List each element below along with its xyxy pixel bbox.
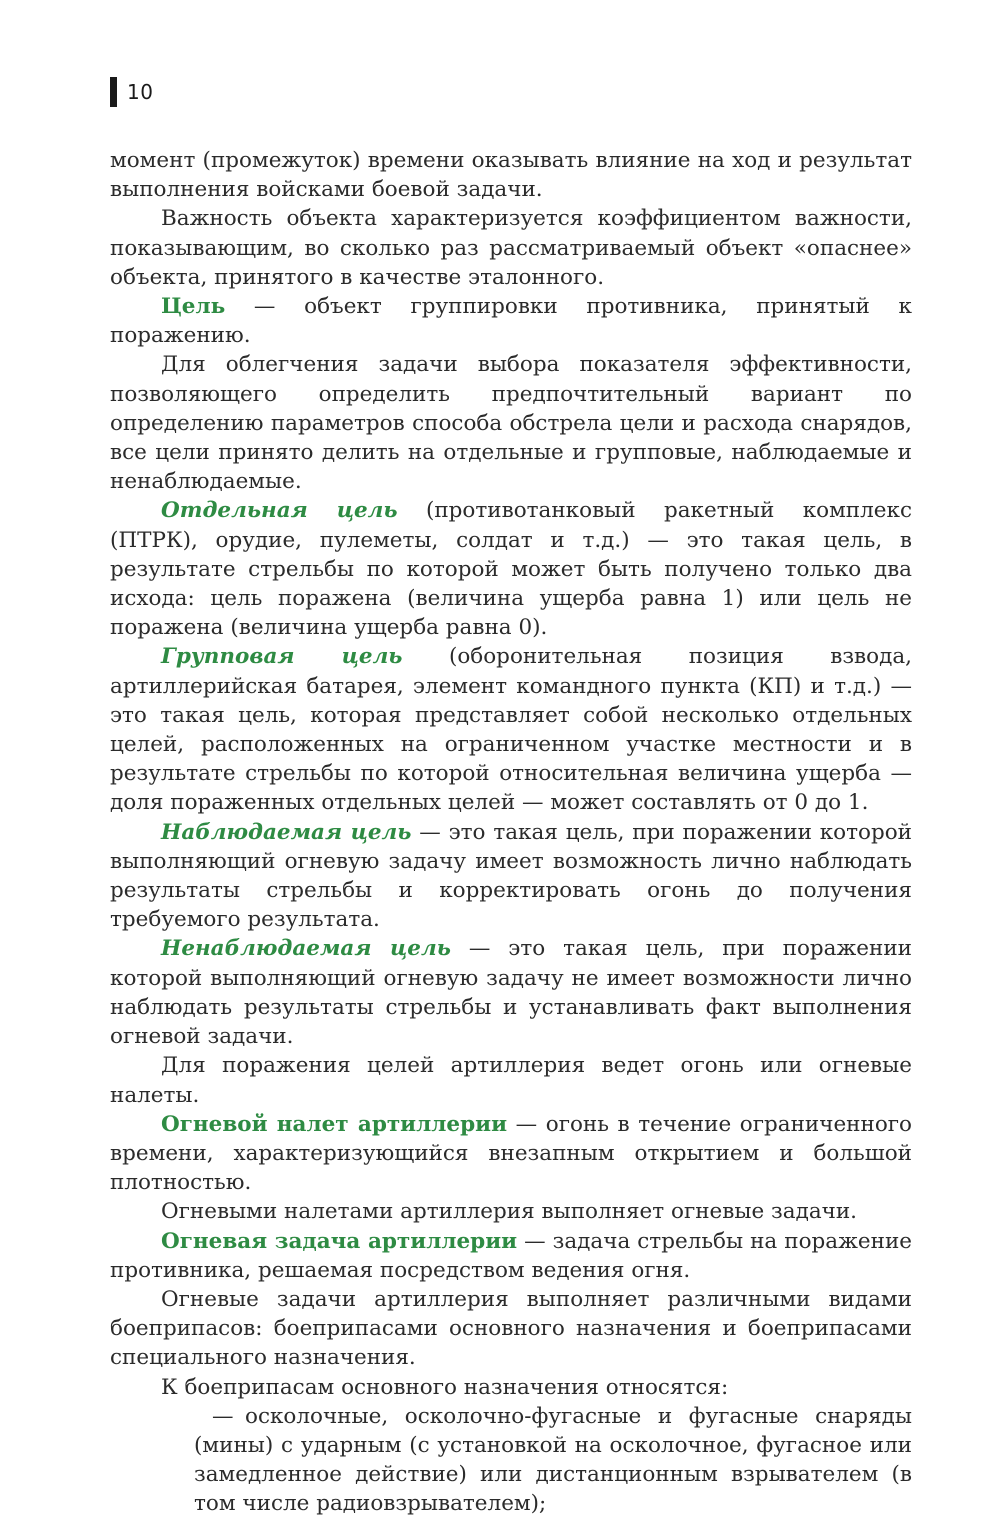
paragraph-7-text: — это такая цель, при поражении которой выполняющий огневую задачу имеет возможность лично наблюдать результаты стрельбы и корректировать огонь до получения требуемого результата. — [110, 819, 912, 933]
term-fire-mission: Огневая задача артиллерии — [161, 1228, 518, 1254]
list-dash: — — [212, 1403, 234, 1429]
paragraph-6 — [110, 642, 912, 817]
paragraph-5 — [110, 496, 912, 642]
page-number: 10 — [127, 80, 154, 104]
paragraph-11: Огневыми налетами артиллерия выполняет огневые задачи. — [161, 1199, 858, 1225]
page-header — [110, 77, 153, 107]
paragraph-12-text: — задача стрельбы на поражение противника, решаемая посредством ведения огня. — [110, 1228, 912, 1283]
paragraph-6-text: (оборонительная позиция взвода, артиллерийская батарея, элемент командного пункта (КП) и т.д.) — это такая цель, которая представляет собой несколько отдельных целей, расположенных на ограниченном участке местности и в результате стрельбы по которой относительная величина ущерба — доля пораженных отдельных целей — может составлять от 0 до 1. — [110, 644, 912, 816]
term-unobserved-target: Ненаблюдаемая цель — [161, 936, 451, 962]
list-item-text: осколочные, осколочно-фугасные и фугасные снаряды (мины) с ударным (с установкой на осколочное, фугасное или замедленное действие) или дистанционным взрывателем (в том числе радиовзрывателем); — [194, 1403, 912, 1517]
paragraph-8 — [110, 934, 912, 1051]
paragraph-4: Для облегчения задачи выбора показателя эффективности, позволяющего определить предпочтительный вариант по определению параметров способа обстрела цели и расхода снарядов, все цели принято делить на отдельные и групповые, наблюдаемые и ненаблюдаемые. — [110, 352, 912, 495]
term-separate-target: Отдельная цель — [161, 498, 398, 524]
paragraph-2: Важность объекта характеризуется коэффициентом важности, показывающим, во сколько раз рассматриваемый объект «опаснее» объекта, принятого в качестве эталонного. — [110, 206, 912, 290]
paragraph-1: момент (промежуток) времени оказывать влияние на ход и результат выполнения войсками боевой задачи. — [110, 148, 912, 203]
header-bar — [110, 77, 117, 107]
paragraph-8-text: — это такая цель, при поражении которой выполняющий огневую задачу не имеет возможности лично наблюдать результаты стрельбы и устанавливать факт выполнения огневой задачи. — [110, 936, 912, 1050]
term-group-target: Групповая цель — [161, 644, 403, 670]
paragraph-3-text: — объект группировки противника, принятый к поражению. — [110, 294, 912, 349]
body-text — [110, 146, 912, 1519]
paragraph-13: Огневые задачи артиллерия выполняет различными видами боеприпасов: боеприпасами основного назначения и боеприпасами специального назначения. — [110, 1286, 912, 1371]
term-fire-raid: Огневой налет артиллерии — [161, 1111, 508, 1137]
paragraph-14: К боеприпасам основного назначения относятся: — [161, 1374, 729, 1400]
term-tsel: Цель — [161, 294, 226, 320]
list-item — [110, 1402, 912, 1519]
paragraph-9: Для поражения целей артиллерия ведет огонь или огневые налеты. — [110, 1053, 912, 1108]
paragraph-10-text: — огонь в течение ограниченного времени, характеризующийся внезапным открытием и большой плотностью. — [110, 1111, 912, 1196]
paragraph-7 — [110, 818, 912, 935]
paragraph-5-text: (противотанковый ракетный комплекс (ПТРК), орудие, пулеметы, солдат и т.д.) — это такая цель, в результате стрельбы по которой может быть получено только два исхода: цель поражена (величина ущерба равна 1) или цель не поражена (величина ущерба равна 0). — [110, 498, 912, 641]
paragraph-3 — [110, 292, 912, 350]
paragraph-10 — [110, 1110, 912, 1198]
paragraph-12 — [110, 1227, 912, 1285]
term-observed-target: Наблюдаемая цель — [161, 819, 412, 845]
